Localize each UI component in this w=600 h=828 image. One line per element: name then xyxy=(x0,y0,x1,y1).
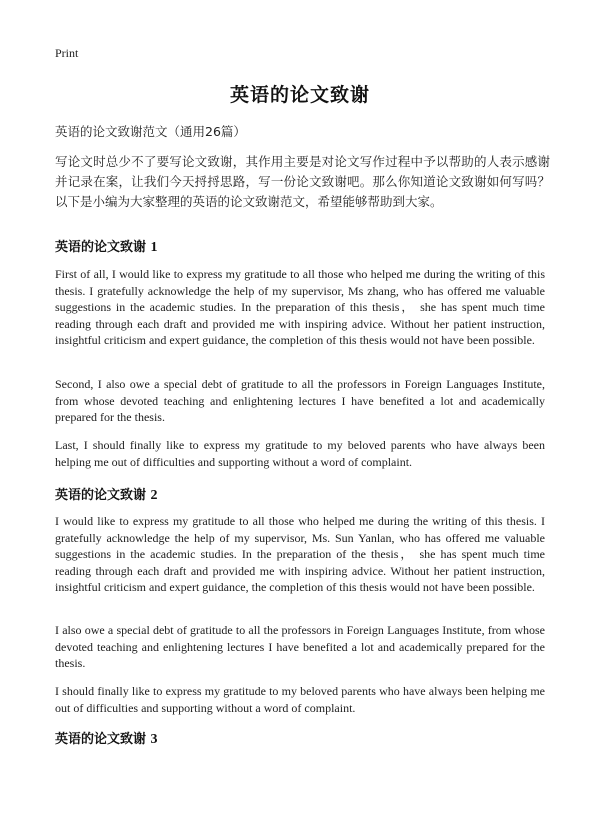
section-2-paragraph-3: I should finally like to express my gratitude to my beloved parents who have always been helping me out of difficulties and supporting without a word of complaint. xyxy=(55,684,545,715)
intro-paragraph: 写论文时总少不了要写论文致谢，其作用主要是对论文写作过程中予以帮助的人表示感谢并记录在案，让我们今天捋捋思路，写一份论文致谢吧。那么你知道论文致谢如何写吗？以下是小编为大家整理的英语的论文致谢范文，希望能够帮助到大家。 xyxy=(55,154,550,209)
section-heading-number: 3 xyxy=(150,732,158,747)
section-heading-2 xyxy=(55,484,158,504)
print-label: Print xyxy=(55,46,79,60)
page-title: 英语的论文致谢 xyxy=(229,84,370,106)
section-heading-number: 2 xyxy=(150,488,158,503)
section-heading-number: 1 xyxy=(150,240,158,255)
section-heading-text: 英语的论文致谢 xyxy=(55,488,147,503)
document-subtitle: 英语的论文致谢范文（通用26篇） xyxy=(55,124,246,139)
section-2-paragraph-2: I also owe a special debt of gratitude to all the professors in Foreign Languages Institute, from whose devoted teaching and enlightening lectures I have benefited a lot and academically prepared for the thesis. xyxy=(55,623,545,670)
section-1-paragraph-2: Second, I also owe a special debt of gratitude to all the professors in Foreign Languages Institute, from whose devoted teaching and enlightening lectures I have benefited a lot and academically prepared for the thesis. xyxy=(55,377,545,424)
section-heading-text: 英语的论文致谢 xyxy=(55,732,147,747)
section-1-paragraph-1: First of all, I would like to express my gratitude to all those who helped me during the writing of this thesis. I gratefully acknowledge the help of my supervisor, Ms zhang, who has offered me valuable suggestions in the academic studies. In the preparation of this thesis， she has spent much time reading through each draft and provided me with inspiring advice. Without her patient instruction, insightful criticism and expert guidance, the completion of this thesis would not have been possible. xyxy=(55,267,545,347)
section-1-paragraph-3: Last, I should finally like to express my gratitude to my beloved parents who have always been helping me out of difficulties and supporting without a word of complaint. xyxy=(55,438,545,469)
section-heading-3 xyxy=(55,728,158,748)
section-2-paragraph-1: I would like to express my gratitude to all those who helped me during the writing of this thesis. I gratefully acknowledge the help of my supervisor, Ms. Sun Yanlan, who has offered me valuable suggestions in the academic studies. In the preparation of the thesis， she has spent much time reading through each draft and provided me with inspiring advice. Without her patient instruction, insightful criticism and expert guidance, the completion of this thesis would not have been possible. xyxy=(55,514,545,594)
section-heading-1 xyxy=(55,236,158,256)
section-heading-text: 英语的论文致谢 xyxy=(55,240,147,255)
